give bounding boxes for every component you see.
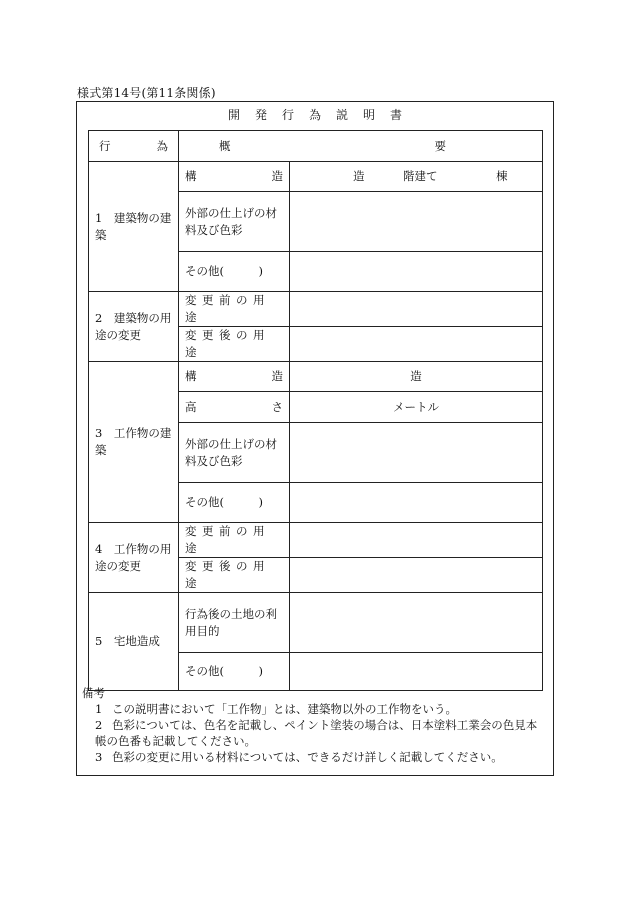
value-use-after[interactable] xyxy=(290,327,543,362)
table-row xyxy=(89,593,543,653)
note-item: 1 この説明書において「工作物」とは、建築物以外の工作物をいう。 xyxy=(95,702,457,716)
label-exterior: 外部の仕上げの材料及び色彩 xyxy=(179,423,290,483)
category-land-development: 5 宅地造成 xyxy=(89,593,179,691)
value-other[interactable] xyxy=(290,252,543,292)
description-table xyxy=(88,130,543,691)
table-row xyxy=(89,292,543,327)
value-use-after[interactable] xyxy=(290,558,543,593)
value-structure[interactable]: 造 xyxy=(290,362,543,392)
notes-heading: 備考 xyxy=(82,686,105,700)
category-structure-construction: 3 工作物の建築 xyxy=(89,362,179,523)
category-building-construction: 1 建築物の建築 xyxy=(89,162,179,292)
form-frame xyxy=(76,101,554,776)
value-land-use[interactable] xyxy=(290,593,543,653)
label-use-after: 変更後の用途 xyxy=(179,327,290,362)
label-structure: 構 造 xyxy=(179,362,290,392)
label-use-before: 変更前の用途 xyxy=(179,523,290,558)
label-structure: 構 造 xyxy=(179,162,290,192)
value-structure[interactable]: 造 階建て 棟 xyxy=(290,162,543,192)
value-other[interactable] xyxy=(290,483,543,523)
value-use-before[interactable] xyxy=(290,292,543,327)
page-title: 開発行為説明書 xyxy=(227,108,417,122)
table-row xyxy=(89,362,543,392)
label-use-before: 変更前の用途 xyxy=(179,292,290,327)
form-id: 様式第14号(第11条関係) xyxy=(77,86,216,100)
notes xyxy=(82,685,548,765)
note-item: 2 色彩については、色名を記載し、ペイント塗装の場合は、日本塗料工業会の色見本帳の色番も記載してください。 xyxy=(95,718,538,748)
value-use-before[interactable] xyxy=(290,523,543,558)
header-summary: 概 要 xyxy=(179,131,543,162)
table-row xyxy=(89,162,543,192)
category-structure-use-change: 4 工作物の用途の変更 xyxy=(89,523,179,593)
label-land-use: 行為後の土地の利用目的 xyxy=(179,593,290,653)
label-other: その他( ) xyxy=(179,252,290,292)
value-height[interactable]: メートル xyxy=(290,392,543,423)
label-exterior: 外部の仕上げの材料及び色彩 xyxy=(179,192,290,252)
value-exterior[interactable] xyxy=(290,192,543,252)
table-row xyxy=(89,523,543,558)
category-building-use-change: 2 建築物の用途の変更 xyxy=(89,292,179,362)
table-header-row xyxy=(89,131,543,162)
header-act: 行 為 xyxy=(89,131,179,162)
label-other: その他( ) xyxy=(179,483,290,523)
label-use-after: 変更後の用途 xyxy=(179,558,290,593)
value-exterior[interactable] xyxy=(290,423,543,483)
label-height: 高 さ xyxy=(179,392,290,423)
note-item: 3 色彩の変更に用いる材料については、できるだけ詳しく記載してください。 xyxy=(95,750,503,764)
label-other: その他( ) xyxy=(179,653,290,691)
